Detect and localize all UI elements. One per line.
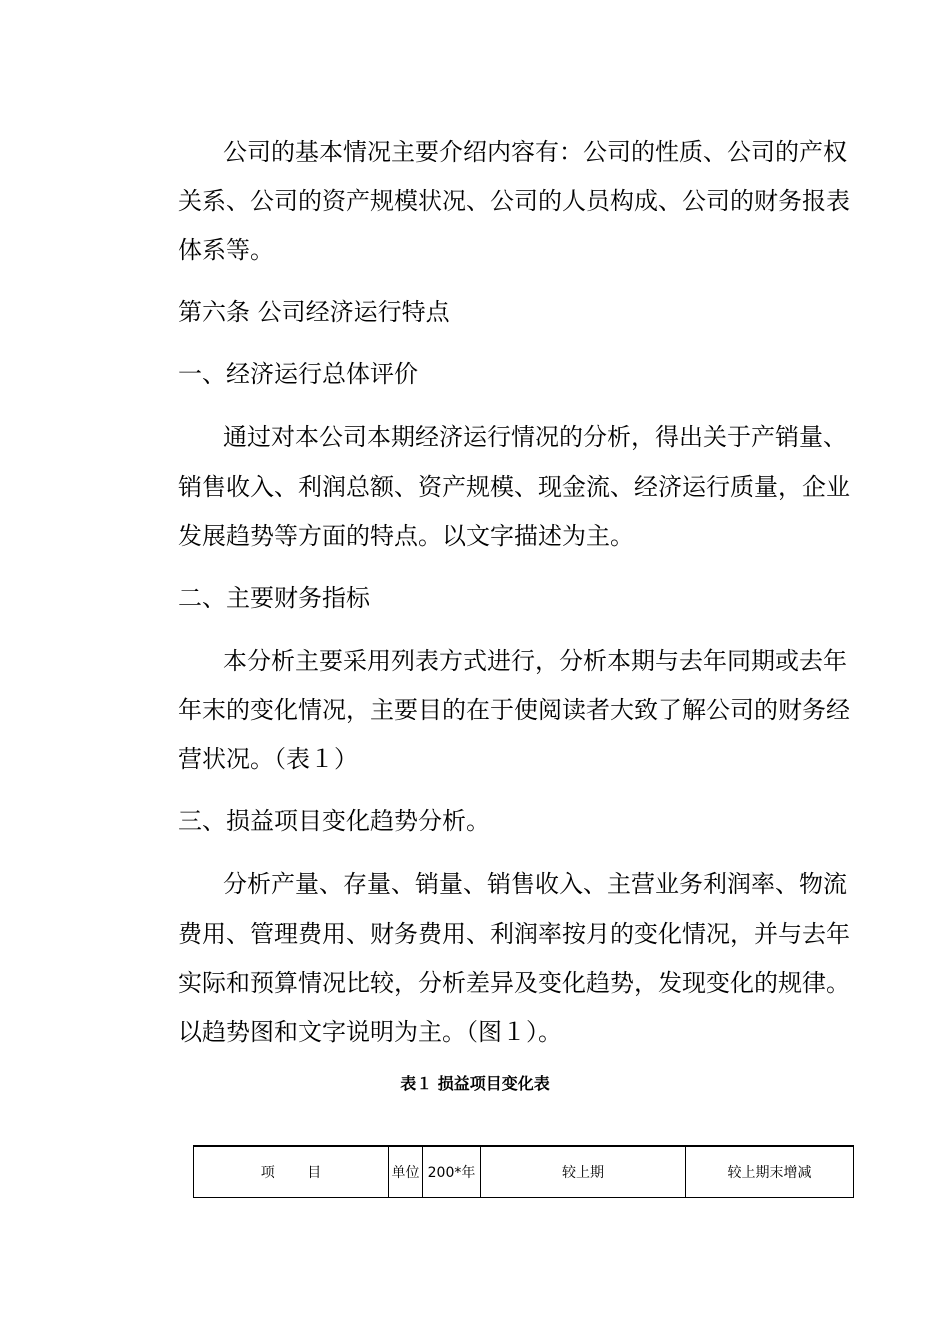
section-heading-2: 二、主要财务指标: [178, 584, 370, 612]
article-heading: 第六条 公司经济运行特点: [178, 298, 450, 326]
text-line: 公司的基本情况主要介绍内容有：公司的性质、公司的产权: [223, 138, 847, 166]
table-header-row: [194, 1146, 854, 1198]
text-line: 通过对本公司本期经济运行情况的分析，得出关于产销量、: [223, 423, 847, 451]
header-vs-previous: 较上期: [481, 1146, 686, 1198]
income-items-table: [193, 1145, 854, 1198]
header-item: 项 目: [194, 1146, 389, 1198]
text-line: 年末的变化情况，主要目的在于使阅读者大致了解公司的财务经: [178, 696, 850, 724]
text-line: 关系、公司的资产规模状况、公司的人员构成、公司的财务报表: [178, 187, 850, 215]
text-line: 本分析主要采用列表方式进行，分析本期与去年同期或去年: [223, 647, 847, 675]
text-line: 费用、管理费用、财务费用、利润率按月的变化情况，并与去年: [178, 920, 850, 948]
header-change-vs-period-end: 较上期末增减: [686, 1146, 854, 1198]
text-line: 营状况。（表１）: [178, 745, 358, 773]
text-line: 实际和预算情况比较，分析差异及变化趋势，发现变化的规律。: [178, 969, 850, 997]
header-year: 200*年: [423, 1146, 481, 1198]
text-line: 分析产量、存量、销量、销售收入、主营业务利润率、物流: [223, 870, 847, 898]
table-caption: 表１ 损益项目变化表: [400, 1074, 550, 1093]
section-heading-1: 一、经济运行总体评价: [178, 360, 418, 388]
text-line: 销售收入、利润总额、资产规模、现金流、经济运行质量，企业: [178, 473, 850, 501]
text-line: 发展趋势等方面的特点。以文字描述为主。: [178, 522, 634, 550]
text-line: 体系等。: [178, 236, 274, 264]
section-heading-3: 三、损益项目变化趋势分析。: [178, 807, 490, 835]
text-line: 以趋势图和文字说明为主。（图１）。: [178, 1018, 562, 1046]
header-unit: 单位: [389, 1146, 423, 1198]
